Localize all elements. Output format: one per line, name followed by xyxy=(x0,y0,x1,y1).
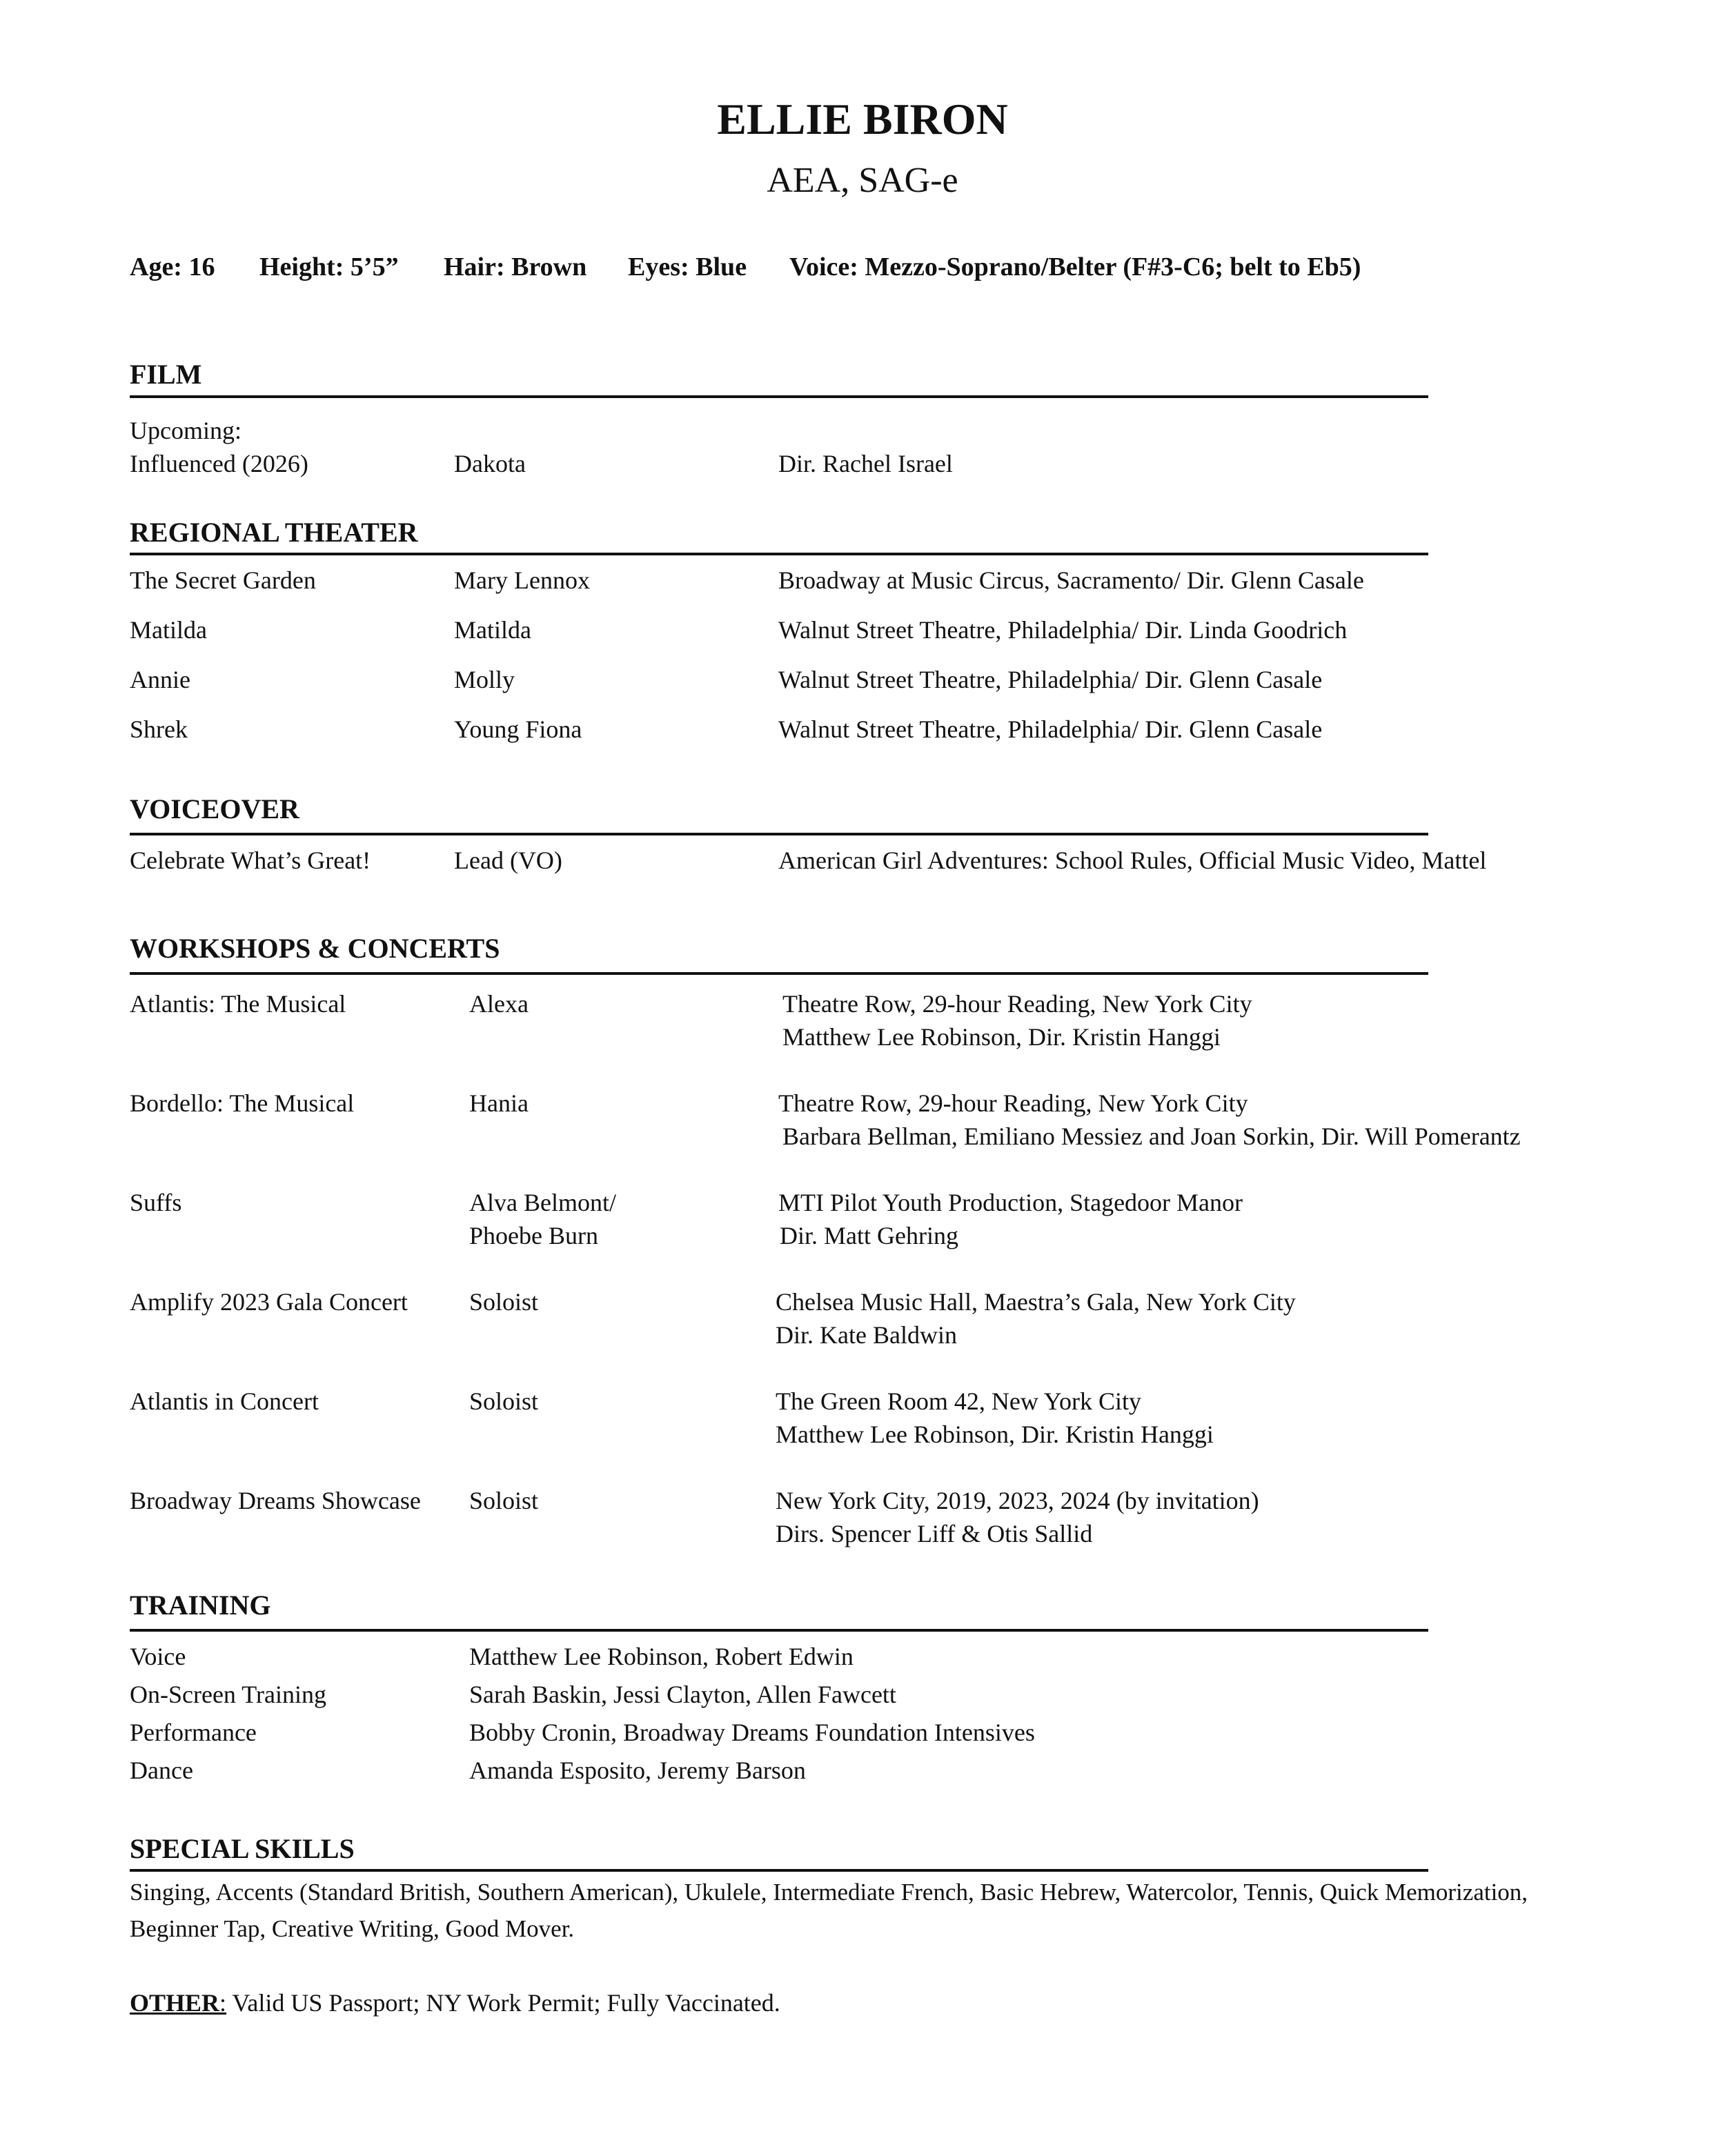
workshop-title: Bordello: The Musical xyxy=(130,1089,355,1117)
workshop-title: Atlantis in Concert xyxy=(130,1387,319,1415)
regional-title: The Secret Garden xyxy=(130,566,316,594)
section-heading-special-skills: SPECIAL SKILLS xyxy=(130,1833,355,1864)
regional-title: Shrek xyxy=(130,715,188,743)
stat-age: Age: 16 xyxy=(130,253,215,281)
voiceover-credit: American Girl Adventures: School Rules, Official Music Video, Mattel xyxy=(778,847,1487,874)
section-divider xyxy=(130,1869,1428,1872)
regional-role: Matilda xyxy=(454,616,531,644)
training-teachers: Amanda Esposito, Jeremy Barson xyxy=(469,1757,806,1784)
skills-text-line-2: Beginner Tap, Creative Writing, Good Mover. xyxy=(130,1915,575,1942)
workshop-title: Broadway Dreams Showcase xyxy=(130,1487,421,1514)
section-heading-regional-theater: REGIONAL THEATER xyxy=(130,517,418,548)
regional-credit: Walnut Street Theatre, Philadelphia/ Dir. Linda Goodrich xyxy=(778,616,1348,644)
section-divider xyxy=(130,395,1428,398)
regional-role: Mary Lennox xyxy=(454,566,590,594)
other-label: OTHER xyxy=(130,1989,220,2017)
workshop-credit-detail: Dir. Kate Baldwin xyxy=(776,1321,957,1349)
training-teachers: Matthew Lee Robinson, Robert Edwin xyxy=(469,1643,854,1670)
workshop-credit: MTI Pilot Youth Production, Stagedoor Manor xyxy=(778,1189,1243,1216)
film-upcoming-label: Upcoming: xyxy=(130,417,241,444)
workshop-credit: Theatre Row, 29-hour Reading, New York City xyxy=(782,990,1252,1018)
film-credit: Dir. Rachel Israel xyxy=(778,450,953,477)
training-area: Performance xyxy=(130,1719,257,1746)
workshop-role: Soloist xyxy=(469,1288,539,1316)
film-title: Influenced (2026) xyxy=(130,450,308,477)
other-text: Valid US Passport; NY Work Permit; Fully Vaccinated. xyxy=(226,1989,780,2017)
regional-role: Molly xyxy=(454,666,515,693)
section-heading-training: TRAINING xyxy=(130,1590,271,1621)
training-area: Dance xyxy=(130,1757,193,1784)
regional-title: Matilda xyxy=(130,616,207,644)
workshop-role: Alva Belmont/ xyxy=(469,1189,616,1216)
section-heading-film: FILM xyxy=(130,359,202,390)
workshop-credit-detail: Dirs. Spencer Liff & Otis Sallid xyxy=(776,1520,1093,1547)
training-area: Voice xyxy=(130,1643,186,1670)
training-area: On-Screen Training xyxy=(130,1681,326,1708)
resume-name: ELLIE BIRON xyxy=(717,95,1008,144)
workshop-title: Suffs xyxy=(130,1189,182,1216)
stat-height: Height: 5’5” xyxy=(259,253,399,281)
other-line xyxy=(130,1990,780,2015)
voiceover-title: Celebrate What’s Great! xyxy=(130,847,371,874)
stat-hair: Hair: Brown xyxy=(444,253,587,281)
training-teachers: Bobby Cronin, Broadway Dreams Foundation Intensives xyxy=(469,1719,1035,1746)
workshop-credit: New York City, 2019, 2023, 2024 (by invitation) xyxy=(776,1487,1259,1514)
workshop-role: Soloist xyxy=(469,1387,539,1415)
training-teachers: Sarah Baskin, Jessi Clayton, Allen Fawcett xyxy=(469,1681,896,1708)
stat-voice: Voice: Mezzo-Soprano/Belter (F#3-C6; belt to Eb5) xyxy=(789,253,1361,281)
regional-credit: Walnut Street Theatre, Philadelphia/ Dir. Glenn Casale xyxy=(778,666,1323,693)
workshop-role: Hania xyxy=(469,1089,529,1117)
regional-credit: Walnut Street Theatre, Philadelphia/ Dir. Glenn Casale xyxy=(778,715,1323,743)
section-heading-workshops: WORKSHOPS & CONCERTS xyxy=(130,933,500,964)
voiceover-role: Lead (VO) xyxy=(454,847,562,874)
regional-role: Young Fiona xyxy=(454,715,582,743)
regional-title: Annie xyxy=(130,666,190,693)
regional-credit: Broadway at Music Circus, Sacramento/ Dir. Glenn Casale xyxy=(778,566,1364,594)
film-role: Dakota xyxy=(454,450,526,477)
workshop-credit-detail: Matthew Lee Robinson, Dir. Kristin Hanggi xyxy=(776,1421,1214,1448)
workshop-credit-detail: Dir. Matt Gehring xyxy=(780,1222,958,1249)
section-divider xyxy=(130,1629,1428,1632)
workshop-credit: Chelsea Music Hall, Maestra’s Gala, New York City xyxy=(776,1288,1296,1316)
workshop-role: Soloist xyxy=(469,1487,539,1514)
other-colon: : xyxy=(219,1989,227,2017)
workshop-title: Amplify 2023 Gala Concert xyxy=(130,1288,408,1316)
skills-text-line-1: Singing, Accents (Standard British, Southern American), Ukulele, Intermediate French, Basic Hebrew, Watercolor, Tennis, Quick Memorization, xyxy=(130,1879,1528,1906)
union-affiliations: AEA, SAG-e xyxy=(767,161,958,200)
workshop-credit: The Green Room 42, New York City xyxy=(776,1387,1141,1415)
workshop-title: Atlantis: The Musical xyxy=(130,990,346,1018)
section-divider xyxy=(130,553,1428,555)
section-divider xyxy=(130,833,1428,835)
stat-eyes: Eyes: Blue xyxy=(628,253,747,281)
section-heading-voiceover: VOICEOVER xyxy=(130,793,299,824)
workshop-credit-detail: Barbara Bellman, Emiliano Messiez and Joan Sorkin, Dir. Will Pomerantz xyxy=(782,1122,1521,1150)
section-divider xyxy=(130,972,1428,975)
workshop-role-detail: Phoebe Burn xyxy=(469,1222,598,1249)
workshop-credit: Theatre Row, 29-hour Reading, New York City xyxy=(778,1089,1248,1117)
workshop-credit-detail: Matthew Lee Robinson, Dir. Kristin Hanggi xyxy=(782,1023,1221,1051)
workshop-role: Alexa xyxy=(469,990,529,1018)
